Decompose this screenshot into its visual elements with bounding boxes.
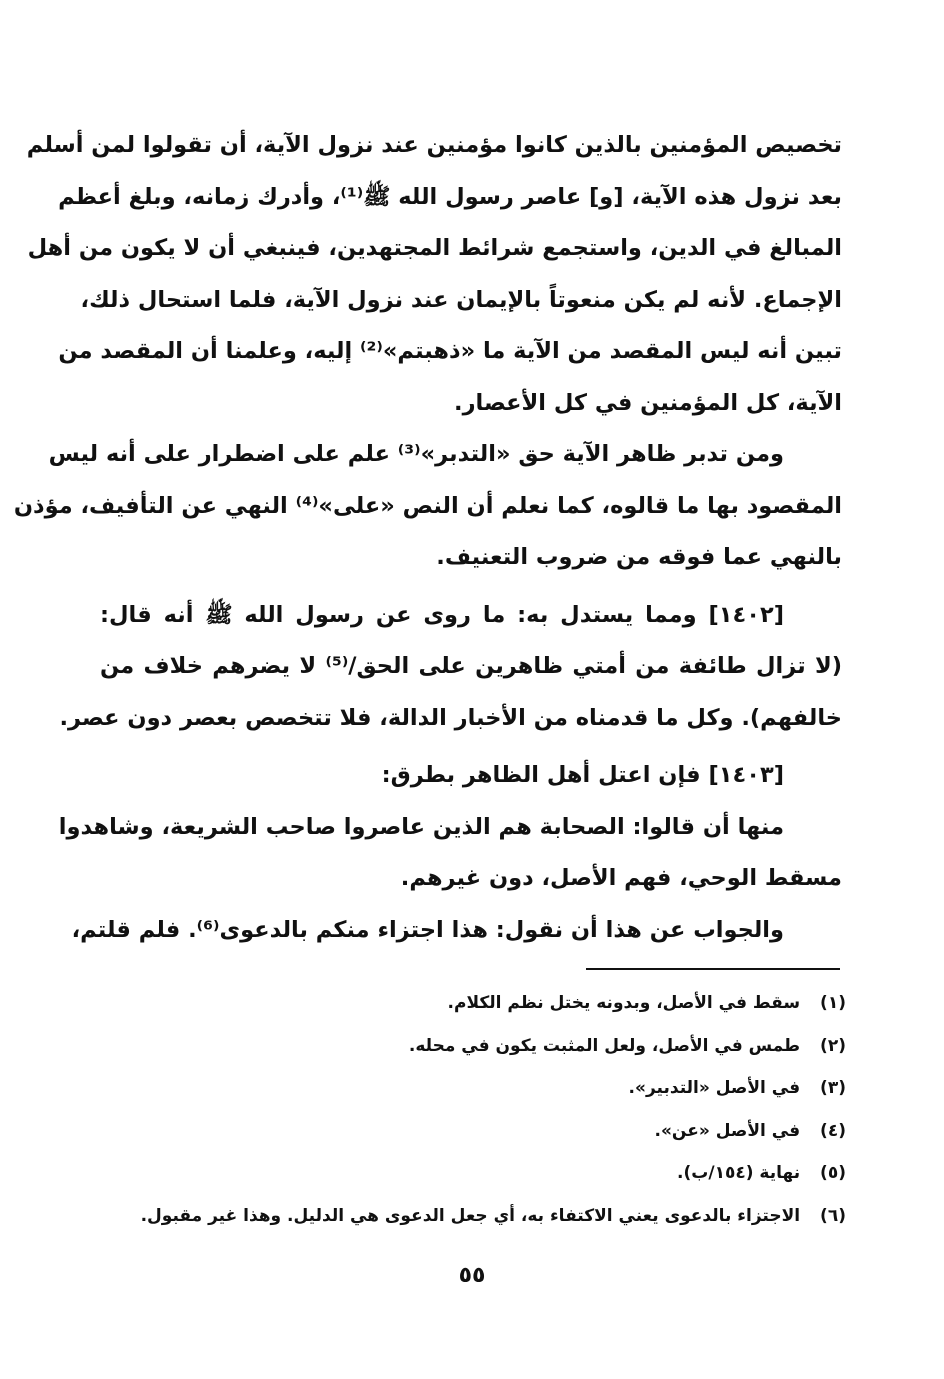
text-line: المقصود بها ما قالوه، كما نعلم أن النص «على»⁽⁴⁾ النهي عن التأفيف، مؤذن xyxy=(13,492,842,519)
footnote xyxy=(90,1152,846,1195)
footnote-number: (١) xyxy=(820,993,846,1013)
text-line: الآية، كل المؤمنين في كل الأعصار. xyxy=(454,389,842,416)
text-line: [١٤٠٣] فإن اعتل أهل الظاهر بطرق: xyxy=(381,762,784,788)
footnote-number: (٤) xyxy=(820,1120,846,1141)
footnote xyxy=(90,1195,846,1238)
footnote-text: في الأصل «عن». xyxy=(654,1120,801,1141)
footnote-text: في الأصل «التدبير». xyxy=(628,1078,801,1098)
footnote xyxy=(90,1025,846,1068)
main-text-block xyxy=(13,120,843,956)
text-line: الإجماع. لأنه لم يكن منعوتاً بالإيمان عند نزول الآية، فلما استحال ذلك، xyxy=(80,286,842,313)
text-line: والجواب عن هذا أن نقول: هذا اجتزاء منكم بالدعوى⁽⁶⁾. فلم قلتم، xyxy=(71,916,784,943)
text-line: ومن تدبر ظاهر الآية حق «التدبر»⁽³⁾ علم على اضطرار على أنه ليس xyxy=(48,441,784,467)
footnote-text: سقط في الأصل، وبدونه يختل نظم الكلام. xyxy=(447,993,801,1013)
footnote-text: نهاية (١٥٤/ب). xyxy=(677,1163,801,1183)
footnote-number: (٣) xyxy=(820,1078,846,1098)
text-line: تخصيص المؤمنين بالذين كانوا مؤمنين عند نزول الآية، أن تقولوا لمن أسلم xyxy=(26,132,842,158)
text-line: منها أن قالوا: الصحابة هم الذين عاصروا صاحب الشريعة، وشاهدوا xyxy=(58,813,784,840)
text-line: مسقط الوحي، فهم الأصل، دون غيرهم. xyxy=(400,865,842,891)
footnote xyxy=(90,982,846,1025)
text-line: [١٤٠٢] ومما يستدل به: ما روى عن رسول الله ﷺ أنه قال: xyxy=(100,601,784,628)
text-line: بالنهي عما فوقه من ضروب التعنيف. xyxy=(436,544,842,570)
text-line: تبين أنه ليس المقصد من الآية ما «ذهبتم»⁽²⁾ إليه، وعلمنا أن المقصد من xyxy=(58,338,842,364)
footnote xyxy=(90,1110,846,1153)
text-line: خالفهم). وكل ما قدمناه من الأخبار الدالة، فلا تتخصص بعصر دون عصر. xyxy=(59,704,842,731)
footnote-number: (٢) xyxy=(820,1035,846,1056)
footnote-separator xyxy=(586,968,840,970)
footnote-text: الاجتزاء بالدعوى يعني الاكتفاء به، أي جعل الدعوى هي الدليل. وهذا غير مقبول. xyxy=(140,1205,801,1226)
page-number: ٥٥ xyxy=(458,1263,486,1288)
footnote-number: (٦) xyxy=(820,1205,846,1226)
footnote-text: طمس في الأصل، ولعل المثبت يكون في محله. xyxy=(408,1035,801,1056)
text-line: المبالغ في الدين، واستجمع شرائط المجتهدين، فينبغي أن لا يكون من أهل xyxy=(27,235,842,261)
text-line: بعد نزول هذه الآية، [و] عاصر رسول الله ﷺ⁽¹⁾، وأدرك زمانه، وبلغ أعظم xyxy=(58,183,842,210)
footnote-number: (٥) xyxy=(820,1163,846,1183)
footnotes xyxy=(90,982,846,1237)
footnote xyxy=(90,1067,846,1110)
text-line: (لا تزال طائفة من أمتي ظاهرين على الحق/⁽⁵⁾ لا يضرهم خلاف من xyxy=(100,653,843,679)
